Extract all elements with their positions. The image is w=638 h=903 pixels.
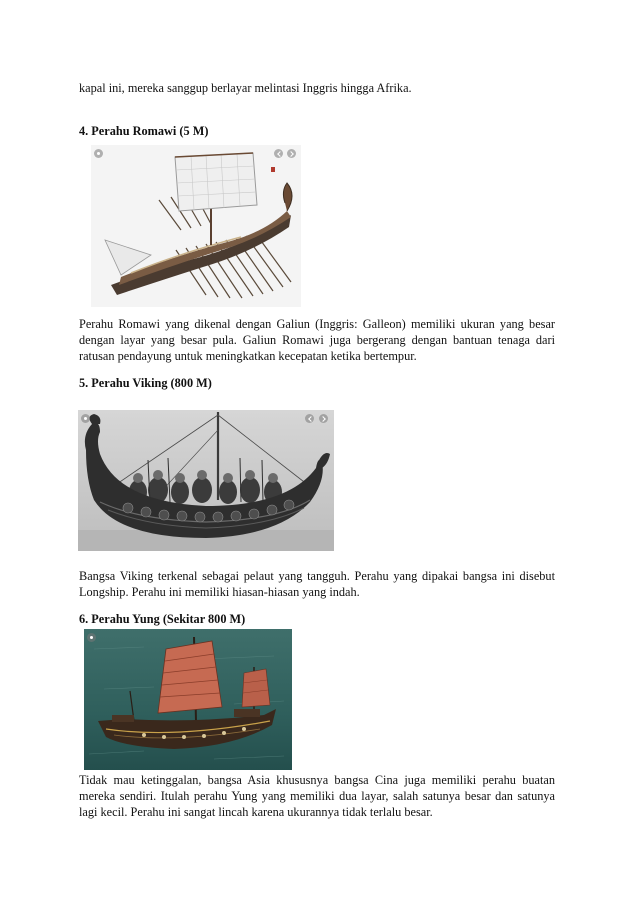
yung-paragraph-line-3: lagi kecil. Perahu ini sangat lincah karena ukurannya tidak terlalu besar.: [79, 805, 433, 819]
prev-icon[interactable]: [274, 149, 283, 158]
next-icon[interactable]: [287, 149, 296, 158]
roman-paragraph-line-3: ratusan pendayung untuk meningkatkan kecepatan ketika bertempur.: [79, 349, 417, 363]
roman-paragraph-line-2: dengan layar yang besar pula. Galiun Romawi juga bergerang dengan bantuan tenaga dari: [79, 333, 555, 347]
yung-paragraph-line-2: mereka sendiri. Itulah perahu Yung yang memiliki dua layar, salah satunya besar dan satunya: [79, 789, 555, 803]
close-icon[interactable]: [94, 149, 103, 158]
section-heading-yung: 6. Perahu Yung (Sekitar 800 M): [79, 612, 246, 626]
close-icon[interactable]: [87, 633, 96, 642]
section-heading-roman: 4. Perahu Romawi (5 M): [79, 124, 209, 138]
next-icon[interactable]: [319, 414, 328, 423]
viking-paragraph-line-1: Bangsa Viking terkenal sebagai pelaut yang tangguh. Perahu yang dipakai bangsa ini disebut: [79, 569, 555, 583]
viking-paragraph-line-2: Longship. Perahu ini memiliki hiasan-hiasan yang indah.: [79, 585, 360, 599]
intro-line: kapal ini, mereka sanggup berlayar melintasi Inggris hingga Afrika.: [79, 81, 412, 95]
section-heading-viking: 5. Perahu Viking (800 M): [79, 376, 212, 390]
prev-icon[interactable]: [305, 414, 314, 423]
close-icon[interactable]: [81, 414, 90, 423]
roman-paragraph-line-1: Perahu Romawi yang dikenal dengan Galiun (Inggris: Galleon) memiliki ukuran yang besar: [79, 317, 555, 331]
viking-longship-image: [78, 410, 334, 551]
chinese-junk-image: [84, 629, 292, 770]
yung-paragraph-line-1: Tidak mau ketinggalan, bangsa Asia khususnya bangsa Cina juga memiliki perahu buatan: [79, 773, 555, 787]
roman-galley-image: [91, 145, 301, 307]
